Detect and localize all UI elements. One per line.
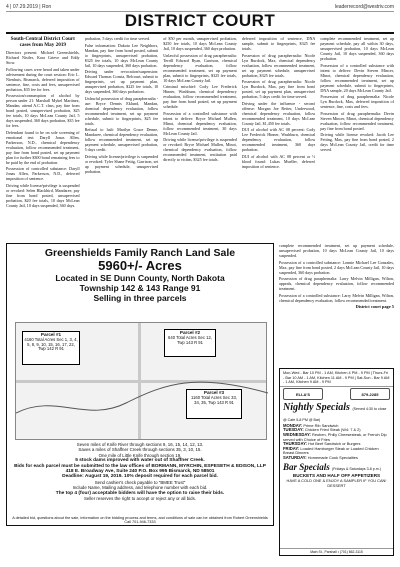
special-day: WEDNESDAY:: [283, 431, 311, 437]
article-columns: [6, 36, 394, 242]
article-paragraph: Possession of drug paraphernalia: Nicole Lyn Burdock, Max, deferred imposition of sentence, fine, costs and fees.: [320, 94, 394, 109]
ad-detail-line: Send cashier's check payable to "BMEE Trust": [94, 479, 186, 485]
ad-detail-line: Bids for each parcel must be submitted to the law offices of BORMANN, MYRCHIN, ESPESETH & EDISON, LLP: [14, 463, 266, 469]
special-text: Hot Beef Sandwich or Burgers: [308, 441, 361, 447]
special-text: Reuben, Philly Cheesesteak, or French Dip served with Choice of Fries: [283, 431, 387, 442]
special-text: Homemade Cook Specialties: [307, 454, 358, 460]
article-paragraph: Possession of a controlled substance: Lonnie Michael Lee Gonzales, Max, pay fine from bond posted, 2 days McLean County Jail, 10 days suspended, 360 days probation.: [279, 259, 394, 275]
ad-detail-line: The top 4 (four) acceptable bidders will have the option to raise their bids.: [55, 490, 225, 496]
article-column-2: [85, 36, 159, 242]
special-day: TUESDAY:: [283, 427, 304, 433]
article-column-4: [242, 36, 316, 242]
bar-specials-heading: [280, 461, 393, 472]
phone-badge: 879-2285: [350, 388, 390, 400]
parcel-name: Parcel #2: [179, 330, 201, 335]
article-paragraph: False information: Dakota Lee Neighbors, Mandan, pay fine from bond posted, submit to fingerprints, unsupervised probation, $325 fee totals, 10 days McLean County Jail, 10 days suspended, 360 days probation.: [84, 42, 159, 68]
article-column-5: [320, 36, 394, 242]
jump-line: District court page 5: [355, 304, 394, 309]
article-paragraph: complete recommended treatment, set up payment schedule, unsupervised probation, 10 days McLean County Jail, 10 days suspended.: [279, 243, 394, 258]
article-paragraph: Driving under revocation/suspension: Edward Thomas Consta, Belcourt, submit to fingerprints, set up payment plan, unsupervised probation, $225 fee totals, 10 days suspended, 360 days probation.: [84, 69, 159, 94]
article-paragraph: DUI of alcohol with AC 08 percent or ½ blood found: Lukas Mueller, deferred imposition of sentence.: [241, 153, 316, 169]
article-paragraph: Driving while license/privilege is suspended or revoked: Tyler Shane Fettig, Garrison, set up payment schedule, unsupervised probation.: [84, 153, 159, 174]
nightly-title: Nightly Specials: [283, 401, 350, 413]
ad-detail-line: Deadline: August 19, 2019. 10% deposit required for each parcel bid.: [62, 474, 218, 480]
bar-specials-ad: [279, 368, 394, 556]
article-paragraph: Possession of a controlled substance with intent to deliver: Bryce Michael Mullen, Minot, chemical dependency evaluation, follow recommended treatment, 30 days McLean County Jail.: [163, 110, 237, 136]
ad-footer: A detailed bid, questions about the sale, information on the bidding process and terms, and conditions of sale can be obtained from Robert Greenshields Call 701-946-7333: [12, 516, 268, 524]
parcel-name: Parcel #3: [203, 390, 225, 395]
river-line: [16, 323, 268, 441]
parcel-map: [15, 322, 267, 440]
article-paragraph: Possession of drug paraphernalia: Devin Steven Mincer, Minot, chemical dependency evaluation, follow recommended treatment, pay fine from bond posted.: [320, 110, 394, 131]
ad-hours: Mon-Wed - Bar 10 PM - 1 AM, Kitchen 4 PM - 9 PM | Thurs-Fri - Bar 10 AM - 1 AM, Kitchen 11 AM - 9 PM | Sat-Sun - Bar 9 AM - 1 AM, Kitchen 9 AM - 9 PM: [280, 369, 393, 387]
ad-township: Township 142 & 143 Range 91: [79, 283, 201, 293]
ad-detail-line: Seven miles of Knife River through sections 9, 16, 15, 14, 12, 13.: [76, 442, 204, 447]
bar-specials-note: (Fridays & Saturdays 3-8 p.m.): [332, 466, 381, 471]
article-column-continued: [279, 243, 394, 367]
ad-detail-line: Saves a miles of Shaffner Creek through sections 35, 3, 10, 15.: [78, 447, 202, 453]
article-paragraph: Criminal mischief: Cody Lee Frederick Hinner, Washburn, chemical dependency evaluation, follow recommended treatment, pay fine from bond posted, set up payment schedule.: [163, 84, 237, 109]
article-paragraph: Possession/consumption of alcohol by person under 21: Marshall Mykel Martinez, Mandan, attend A.C.T. class, pay fine from bond posted, unsupervised probation, $25 fee totals, 10 days McLean County Jail, 5 days suspended, 360 days probation, $35 fee for fees.: [6, 93, 80, 128]
bar-specials-title: Bar Specials: [283, 461, 330, 472]
article-paragraph: Unlawful possession of drug paraphernalia - use: Bryce Dennis Eklund, Mandan, chemical dependency evaluation, follow recommended treatment, set up payment schedule, submit to fingerprints, $25 fee totals.: [84, 95, 159, 126]
article-paragraph: deferred imposition of sentence, DNA sample, submit to fingerprints, $325 fee totals.: [241, 36, 316, 51]
nightly-note: (Served 4:30 to close @ Cafe 5-8 PM @ Bar): [283, 406, 387, 422]
parcel-detail: 640 Total Acres Sec 12, Twp 143 R 91: [168, 334, 212, 345]
buckets-subline: HAVE A COLD ONE & ENJOY A SAMPLER IF YOU CAN! DESSERT: [286, 478, 387, 488]
ad-detail-line: Include Name, Mailing address, and telephone number with each bid.: [72, 485, 208, 491]
article-headline: South-Central District Court cases from May 2019: [10, 36, 75, 48]
section-title: DISTRICT COURT: [124, 11, 276, 30]
article-paragraph: Possession of a controlled substance: Larry Melvin Milligan, Wilton, chemical dependency evaluation, follow recommended treatment.: [279, 292, 394, 303]
article-paragraph: Possession of drug paraphernalia: Larry Melvin Milligan, Wilton, appeals, chemical dependency evaluation, follow recommended treatment.: [279, 276, 394, 291]
header-page-info: 4 | 07.29.2019 | Ron: [6, 4, 52, 10]
article-paragraph: Directors present: Michael Greenshields, Richard Nistler, Kara Grieve and Eddy Stow.: [6, 50, 80, 65]
special-text: Prime Rib Sandwich: [303, 422, 339, 428]
ad-detail-line: 418 E. Broadway Ave, Suite 240 P.O. Box 995 Bismarck, ND 58501: [65, 469, 215, 475]
article-paragraph: Possession of drug paraphernalia: Nicole Lyn Burdock, Max, pay fine from bond posted, set up payment plan, unsupervised probation, 5 days credit for time served.: [241, 79, 316, 99]
special-day: THURSDAY:: [283, 441, 307, 447]
buckets-promo: BUCKETS AND HALF OFF APPETIZERS: [292, 472, 381, 478]
article-paragraph: Defendant found to be on sole screening of emotional test: Daryll Jonas Allen, Parkerson, N.D., chemical dependency evaluation, follow recommended treatment, pay fine from bond posted, set up payment plan for further $300 bond remaining fees to be paid by the end of probation.: [6, 129, 80, 165]
parcel-detail: 1160 Total Acres Sec 33, 34, 35, Twp 143 R 91: [191, 394, 237, 405]
article-paragraph: Driving while license/privilege is suspended or revoked: Bryce Michael Mullen, Minot, chemical dependency evaluation, follow recommended treatment, restitution paid directly to victim, $325 fee totals.: [163, 137, 237, 162]
parcel-detail: 4160 Total Acres Sec 1, 3, 4, 5, 8, 9, 10, 15, 16, 17, 22, Twp 142 R 91: [24, 336, 78, 352]
special-text: Loaded Hamburger Steak or Loaded Chicken Breast Dinners: [283, 445, 379, 456]
header-website[interactable]: leaderrecord@westriv.com: [334, 4, 394, 10]
title-rule: [6, 32, 394, 34]
article-paragraph: Possession of controlled substance: Daryll Jonas Allen, Parkerson, N.D., deferred imposition of sentence.: [6, 166, 80, 181]
ad-detail-line: One mile of Little Knife through section 19.: [98, 452, 182, 458]
nightly-specials-heading: [280, 401, 393, 424]
ad-detail-line: 5 stock dams improved with water out of Shaffner Creek.: [75, 458, 205, 464]
article-paragraph: complete recommended treatment, set up payment schedule, pay all within 30 days, unsupervised probation, 10 days McLean County Jail, 10 days suspended, 360 days probation.: [320, 36, 394, 61]
ranch-land-sale-ad: [6, 243, 274, 526]
parcel-name: Parcel #1: [40, 332, 62, 337]
ad-detail-line: Seller reserves the right to accept or reject any or all bids.: [83, 496, 196, 502]
article-column-3: [163, 36, 237, 242]
special-day: FRIDAY:: [283, 445, 300, 451]
article-paragraph: Unlawful possession of drug paraphernalia: Terrill Edward Ryan, Garrison, chemical dependency evaluation, follow recommended treatment, set up payment plan, submit to fingerprints, $325 fee totals, 10 days McLean County Jail.: [163, 52, 237, 83]
article-paragraph: DUI of alcohol with AC 08 percent: Cody Lee Frederick Hinner, Washburn, chemical dependency evaluation, follow recommended treatment, 360 days probation.: [241, 127, 316, 152]
article-paragraph: Possession of a controlled substance with intent to deliver: Devin Steven Mincer, Minot, chemical dependency evaluation, follow recommended treatment, set up payment schedule, submit to fingerprints, DNA sample, 20 days McLean County Jail.: [320, 62, 394, 93]
ad-acres: 5960+/- Acres: [98, 258, 182, 273]
article-paragraph: Possession of drug paraphernalia: Nicole Lyn Burdock, Max, chemical dependency evaluation, follow recommended treatment, set up payment schedule, unsupervised probation, $325 fee totals.: [241, 52, 316, 78]
ad-title: Greenshields Family Ranch Land Sale: [44, 247, 236, 259]
restaurant-logo: ELLA'S: [283, 388, 323, 400]
article-paragraph: Driving while license revoked: Jacob Lee Fetting, Max, pay fine from bond posted, 2 days McLean County Jail, credit for time served.: [320, 132, 394, 152]
article-paragraph: of $50 per month, unsupervised probation, $250 fee totals, 10 days McLean County Jail, 10 days suspended, 360 days probation.: [163, 36, 237, 51]
article-paragraph: Driving under the influence - second offense: Morgan Joe Reiter, Underwood, chemical dependency evaluation, follow recommended treatment, 10 days McLean County Jail, $1,450 fee totals.: [241, 100, 316, 126]
special-day: SATURDAY:: [283, 454, 307, 460]
article-paragraph: Driving while license/privilege is suspended or revoked: Selen Blackbird, Mandaree, pay fine from bond posted, unsupervised probation, $20 fee totals, 10 days McLean County Jail, 10 days suspended, 360 days.: [6, 182, 80, 208]
special-text: Chicken Fried Steak (W4: 7 & 2): [304, 427, 361, 433]
special-day: MONDAY:: [283, 422, 303, 428]
ad-location: Located in SE Dunn County, North Dakota: [55, 273, 225, 283]
ad-logo-row: [280, 387, 393, 401]
article-paragraph: Following cases were heard and taken under advisement during the court session: Eric L. Nienhuis, Bismarck, deferred imposition of sentence, fine, costs and fees, unsupervised probation, $35 fee for fees.: [6, 66, 80, 92]
article-column-1: [6, 36, 80, 242]
ad-details: [13, 442, 267, 501]
article-paragraph: Refusal to halt: Marilyn Grace Denne, Mandaree, chemical dependency evaluation, follow recommended treatment, set up payment schedule, unsupervised probation, 5 days credit.: [84, 127, 159, 152]
article-paragraph: probation, 5 days credit for time served.: [84, 36, 151, 41]
ad-address: Main St., Parshall • (701) 862-3115: [280, 548, 393, 555]
ad-selling: Selling in three parcels: [93, 293, 187, 303]
